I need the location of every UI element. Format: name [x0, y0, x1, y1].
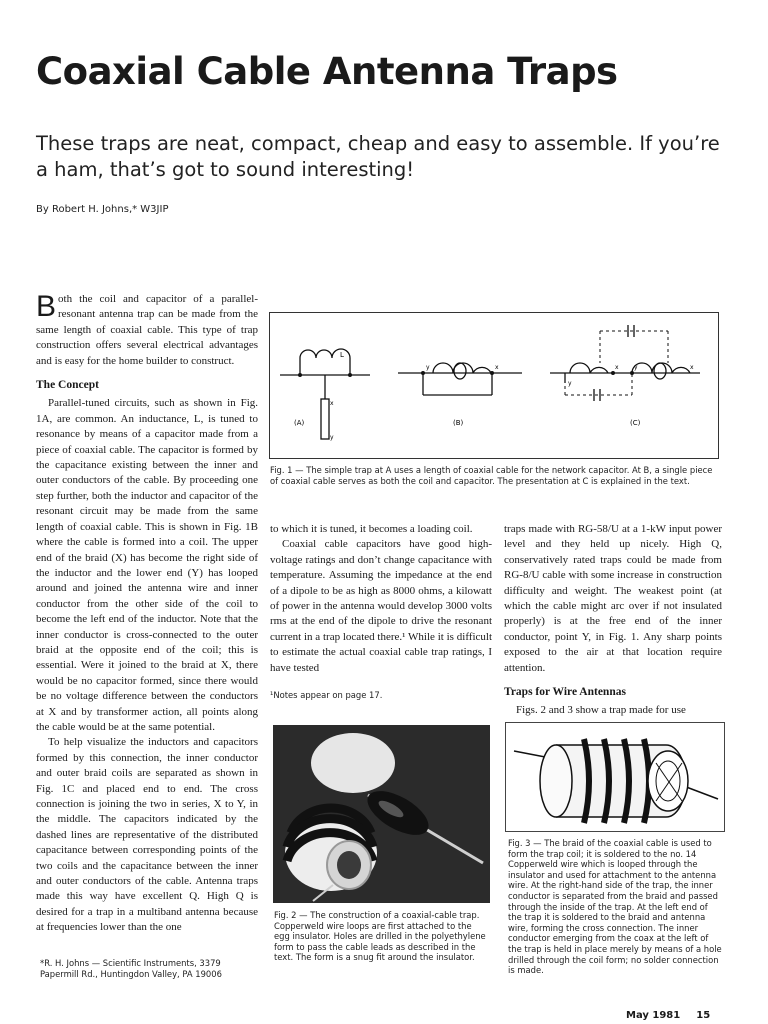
column-3	[504, 522, 722, 719]
trap-coil-drawing	[506, 723, 724, 831]
column-1	[36, 292, 258, 936]
author-footnote: *R. H. Johns — Scientific Instruments, 3379 Papermill Rd., Huntingdon Valley, PA 19006	[40, 958, 222, 979]
heading-the-concept: The Concept	[36, 379, 99, 392]
intro-text: oth the coil and capacitor of a parallel-resonant antenna trap can be made from the same length of coaxial cable. This type of trap construction offers several electrical advantages and is easy for the home builder to construct.	[36, 293, 258, 367]
figure-1-caption: Fig. 1 — The simple trap at A uses a length of coaxial cable for the network capacitor. At B, a single piece of coaxial cable serves as both the coil and capacitor. The presentation at C is explained in the text.	[270, 465, 713, 486]
page-footer	[626, 1010, 710, 1021]
label-y-c2: y	[634, 364, 638, 371]
heading-traps-for-wire-antennas: Traps for Wire Antennas	[504, 686, 626, 699]
concept-paragraph-1: Parallel-tuned circuits, such as shown in Fig. 1A, are common. An inductance, L, is tuned to resonance by means of a capacitor made from a piece of coaxial cable. The capacitor is formed by the capacitance existing between the inner and outer conductors of the cable. By proceeding one step further, both the inductor and capacitor of the resonant circuit may be made from the same length of coaxial cable. This is shown in Fig. 1B where the cable is formed into a coil. The upper end of the braid (X) has become the right side of the inductor and the lower end (Y) has looped around and joined the antenna wire and inner conductor from the other side of the coil to become the left end of the inductor. Note that the inner conductor is cross-connected to the outer braid at the opposite end of the coil; this is essential. Were it joined to the braid at X, there would be no capacitor formed, since there would be no voltage difference between the conductors at X and by transformer action, all points along the cable would be at the same potential.	[36, 397, 258, 733]
col3-paragraph-2: Figs. 2 and 3 show a trap made for use	[516, 704, 686, 717]
label-x-b: x	[495, 364, 499, 371]
byline: By Robert H. Johns,* W3JIP	[36, 204, 169, 215]
intro-paragraph	[36, 292, 258, 369]
article-title: Coaxial Cable Antenna Traps	[36, 50, 618, 93]
label-x-c2: x	[690, 364, 694, 371]
figure-1	[269, 312, 719, 459]
coaxial-trap-photo	[273, 725, 490, 903]
figure-3-drawing	[505, 722, 725, 832]
figure-2-caption: Fig. 2 — The construction of a coaxial-cable trap. Copperweld wire loops are first attached to the egg insulator. Holes are drilled in the polyethylene form to pass the cable leads as described in the text. The form is a snug fit around the insulator.	[274, 910, 486, 963]
concept-paragraph-2: To help visualize the inductors and capacitors formed by this connection, the inner conductor and outer braid coils are separated as shown in Fig. 1C and placed end to end. The cross connection is joining the two in series, X to Y, in the middle. The capacitors indicated by the dashed lines are representative of the distributed capacitance between corresponding points of the two coils and the capacitance between the inner and outer conductors of the cable. Antenna traps made this way have excellent Q. High Q is desired for a trap in a multiband antenna because at frequencies lower than the one	[36, 736, 258, 934]
issue-date: May 1981	[626, 1010, 681, 1021]
label-a: (A)	[294, 419, 305, 427]
article-deck: These traps are neat, compact, cheap and easy to assemble. If you’re a ham, that’s got to sound interesting!	[36, 132, 720, 181]
figure-3-caption: Fig. 3 — The braid of the coaxial cable is used to form the trap coil; it is soldered to the no. 14 Copperweld wire which is looped through the insulator and used for attachment to the antenna wire. At the right-hand side of the trap, the inner conductor is separated from the braid and passed through the inside of the trap. At the left end of the trap it is soldered to the braid and antenna wire, forming the cross connection. The inner conductor emerging from the coax at the left of the trap is held in place merely by means of a hole drilled through the coil form; no solder connection is made.	[508, 838, 722, 976]
col2-paragraph-1: to which it is tuned, it becomes a loading coil.	[270, 523, 473, 535]
col2-paragraph-2: Coaxial cable capacitors have good high-voltage ratings and don’t change capacitance with temperature. Assuming the impedance at the end of a dipole to be as high as 8000 ohms, a kilowatt of power in the antenna would develop 3000 volts rms at the end of the dipole to drive the resonant current in a trap located there.¹ While it is difficult to estimate the actual coaxial cable trap ratings, I have tested	[270, 538, 492, 674]
label-x-c: x	[615, 364, 619, 371]
label-y-b: y	[426, 364, 430, 371]
col3-paragraph-1: traps made with RG-58/U at a 1-kW input power level and they held up nicely. High Q, conservatively rated traps could be made from RG-8/U cable with some increase in construction difficulty and weight. The weakest point (at which the cable might arc over if not insulated properly) is at the free end of the inner conductor, point Y, in Fig. 1. Any sharp points exposed to the air at that location require attention.	[504, 523, 722, 674]
label-y-c: y	[568, 380, 572, 387]
label-l: L	[340, 351, 344, 359]
label-y-a: y	[330, 434, 334, 441]
figure-2-photo	[273, 725, 490, 903]
column-2	[270, 522, 492, 676]
drop-cap: B	[36, 290, 57, 323]
label-x-a: x	[330, 400, 334, 407]
label-c: (C)	[630, 419, 641, 427]
page-number: 15	[696, 1010, 711, 1021]
figure-1-schematic	[270, 313, 718, 458]
notes-reference: ¹Notes appear on page 17.	[270, 690, 383, 700]
label-b: (B)	[453, 419, 464, 427]
